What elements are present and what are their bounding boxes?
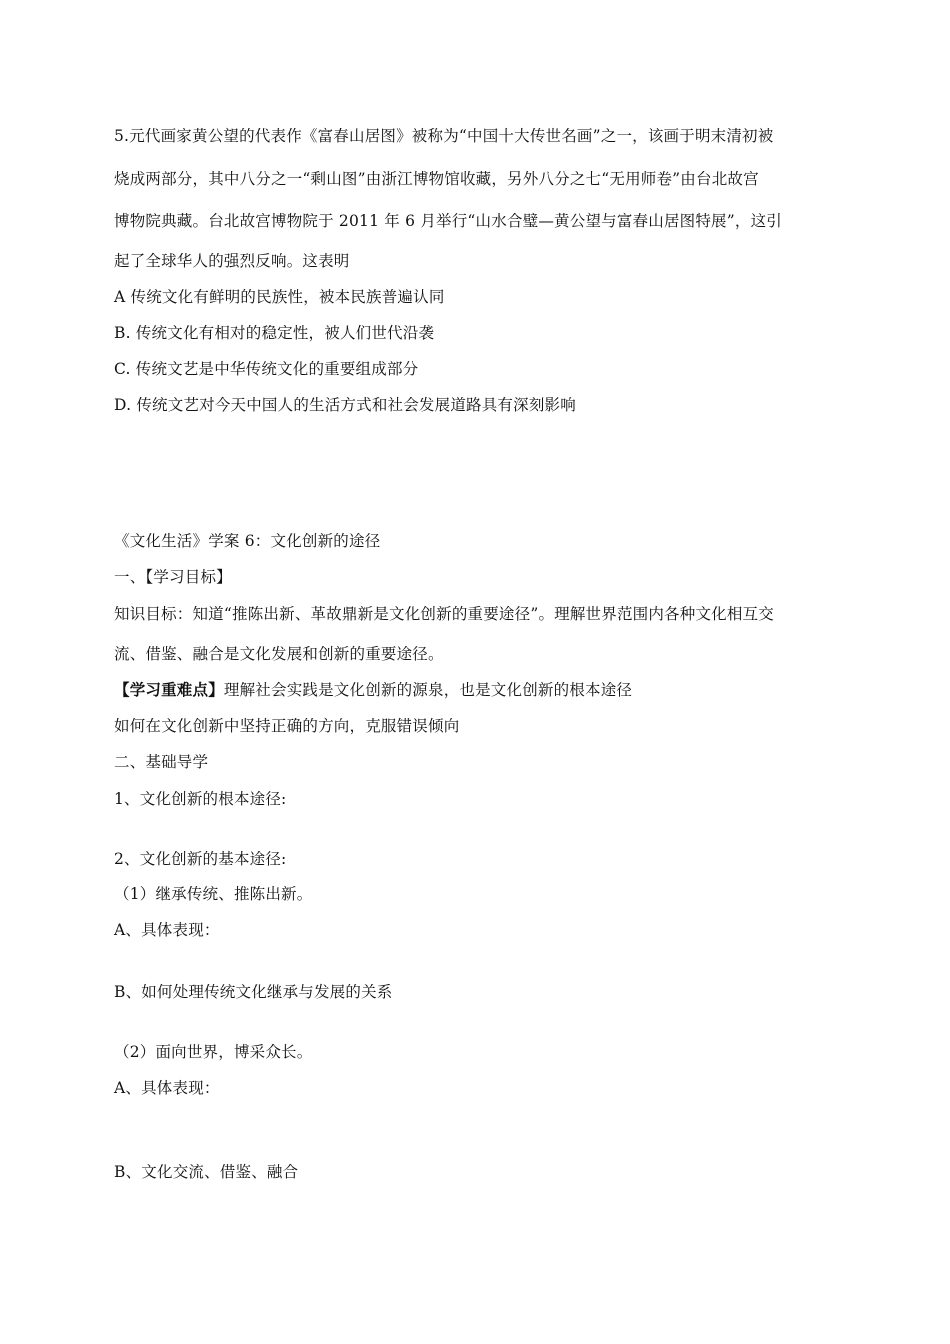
question-5-line-4: 起了全球华人的强烈反响。这表明 bbox=[114, 252, 350, 270]
option-c: C. 传统文艺是中华传统文化的重要组成部分 bbox=[114, 360, 419, 378]
sub-item-2-a: A、具体表现： bbox=[114, 1079, 220, 1097]
sub-item-1: （1）继承传统、推陈出新。 bbox=[114, 885, 313, 903]
option-a: A 传统文化有鲜明的民族性，被本民族普遍认同 bbox=[114, 288, 445, 306]
question-5-line-2: 烧成两部分，其中八分之一“剩山图”由浙江博物馆收藏，另外八分之七“无用师卷”由台北故宫 bbox=[114, 170, 759, 188]
sub-item-1-a: A、具体表现： bbox=[114, 921, 220, 939]
sub-item-2: （2）面向世界，博采众长。 bbox=[114, 1043, 313, 1061]
lesson-title: 《文化生活》学案 6：文化创新的途径 bbox=[114, 532, 381, 550]
item-2: 2、文化创新的基本途径: bbox=[114, 850, 287, 868]
section-1-heading: 一、【学习目标】 bbox=[114, 568, 232, 586]
item-1: 1、文化创新的根本途径: bbox=[114, 790, 287, 808]
option-d: D. 传统文艺对今天中国人的生活方式和社会发展道路具有深刻影响 bbox=[114, 396, 576, 414]
sub-item-2-b: B、文化交流、借鉴、融合 bbox=[114, 1163, 299, 1181]
section-2-heading: 二、基础导学 bbox=[114, 753, 209, 771]
key-points-text: 理解社会实践是文化创新的源泉，也是文化创新的根本途径 bbox=[223, 681, 633, 699]
question-5-line-3: 博物院典藏。台北故宫博物院于 2011 年 6 月举行“山水合璧—黄公望与富春山居图特展”，这引 bbox=[114, 212, 782, 230]
objective-line-2: 流、借鉴、融合是文化发展和创新的重要途径。 bbox=[114, 645, 444, 663]
option-b: B. 传统文化有相对的稳定性，被人们世代沿袭 bbox=[114, 324, 435, 342]
objective-line-1: 知识目标：知道“推陈出新、革故鼎新是文化创新的重要途径”。理解世界范围内各种文化相互交 bbox=[114, 605, 774, 623]
question-5-line-1: 5.元代画家黄公望的代表作《富春山居图》被称为“中国十大传世名画”之一，该画于明末清初被 bbox=[114, 127, 774, 145]
key-points bbox=[114, 680, 844, 700]
key-points-line-2: 如何在文化创新中坚持正确的方向，克服错误倾向 bbox=[114, 717, 460, 735]
sub-item-1-b: B、如何处理传统文化继承与发展的关系 bbox=[114, 983, 393, 1001]
key-points-label: 【学习重难点】 bbox=[114, 680, 224, 699]
